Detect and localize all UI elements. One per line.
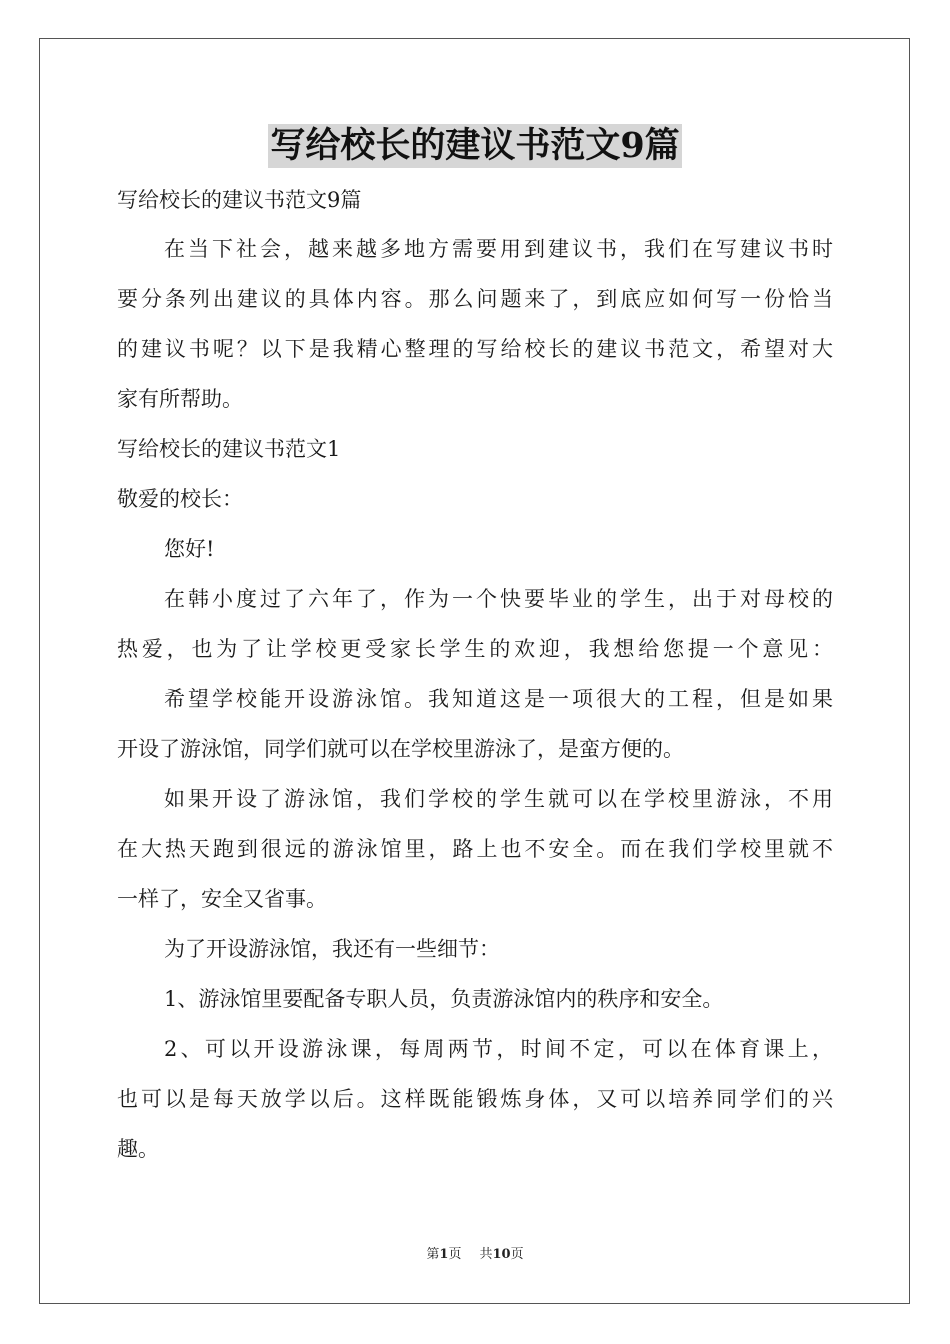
paragraph-line: 的建议书呢？以下是我精心整理的写给校长的建议书范文，希望对大 bbox=[117, 337, 833, 361]
paragraph-line: 在韩小度过了六年了，作为一个快要毕业的学生，出于对母校的 bbox=[164, 587, 833, 611]
paragraph-line: 也可以是每天放学以后。这样既能锻炼身体，又可以培养同学们的兴 bbox=[117, 1087, 833, 1111]
paragraph-line: 开设了游泳馆，同学们就可以在学校里游泳了，是蛮方便的。 bbox=[117, 737, 684, 761]
greeting: 您好! bbox=[164, 537, 215, 561]
page-number: 1 bbox=[439, 1247, 449, 1262]
list-item: 2、可以开设游泳课，每周两节，时间不定，可以在体育课上， bbox=[164, 1037, 833, 1061]
page-border bbox=[39, 38, 910, 1304]
page-footer bbox=[0, 1246, 950, 1264]
subtitle-line: 写给校长的建议书范文9篇 bbox=[117, 188, 362, 212]
page-total: 10 bbox=[492, 1247, 511, 1262]
paragraph-line: 热爱，也为了让学校更受家长学生的欢迎，我想给您提一个意见： bbox=[117, 637, 833, 661]
paragraph-line: 趣。 bbox=[117, 1137, 159, 1161]
document-title: 写给校长的建议书范文9篇 bbox=[270, 125, 680, 166]
list-item: 1、游泳馆里要配备专职人员，负责游泳馆内的秩序和安全。 bbox=[164, 987, 724, 1011]
section-heading: 写给校长的建议书范文1 bbox=[117, 437, 341, 461]
paragraph-line: 希望学校能开设游泳馆。我知道这是一项很大的工程，但是如果 bbox=[164, 687, 833, 711]
page-label-prefix: 第 bbox=[426, 1247, 440, 1262]
page-label-suffix: 页 bbox=[448, 1247, 462, 1262]
title-container bbox=[0, 124, 950, 168]
paragraph-line: 如果开设了游泳馆，我们学校的学生就可以在学校里游泳，不用 bbox=[164, 787, 833, 811]
paragraph-line: 为了开设游泳馆，我还有一些细节： bbox=[164, 937, 500, 961]
paragraph-line: 家有所帮助。 bbox=[117, 387, 243, 411]
total-label-prefix: 共 bbox=[479, 1247, 493, 1262]
salutation: 敬爱的校长： bbox=[117, 487, 243, 511]
paragraph-line: 在大热天跑到很远的游泳馆里，路上也不安全。而在我们学校里就不 bbox=[117, 837, 833, 861]
paragraph-line: 在当下社会，越来越多地方需要用到建议书，我们在写建议书时 bbox=[164, 237, 833, 261]
paragraph-line: 要分条列出建议的具体内容。那么问题来了，到底应如何写一份恰当 bbox=[117, 287, 833, 311]
paragraph-line: 一样了，安全又省事。 bbox=[117, 887, 327, 911]
total-label-suffix: 页 bbox=[510, 1247, 524, 1262]
